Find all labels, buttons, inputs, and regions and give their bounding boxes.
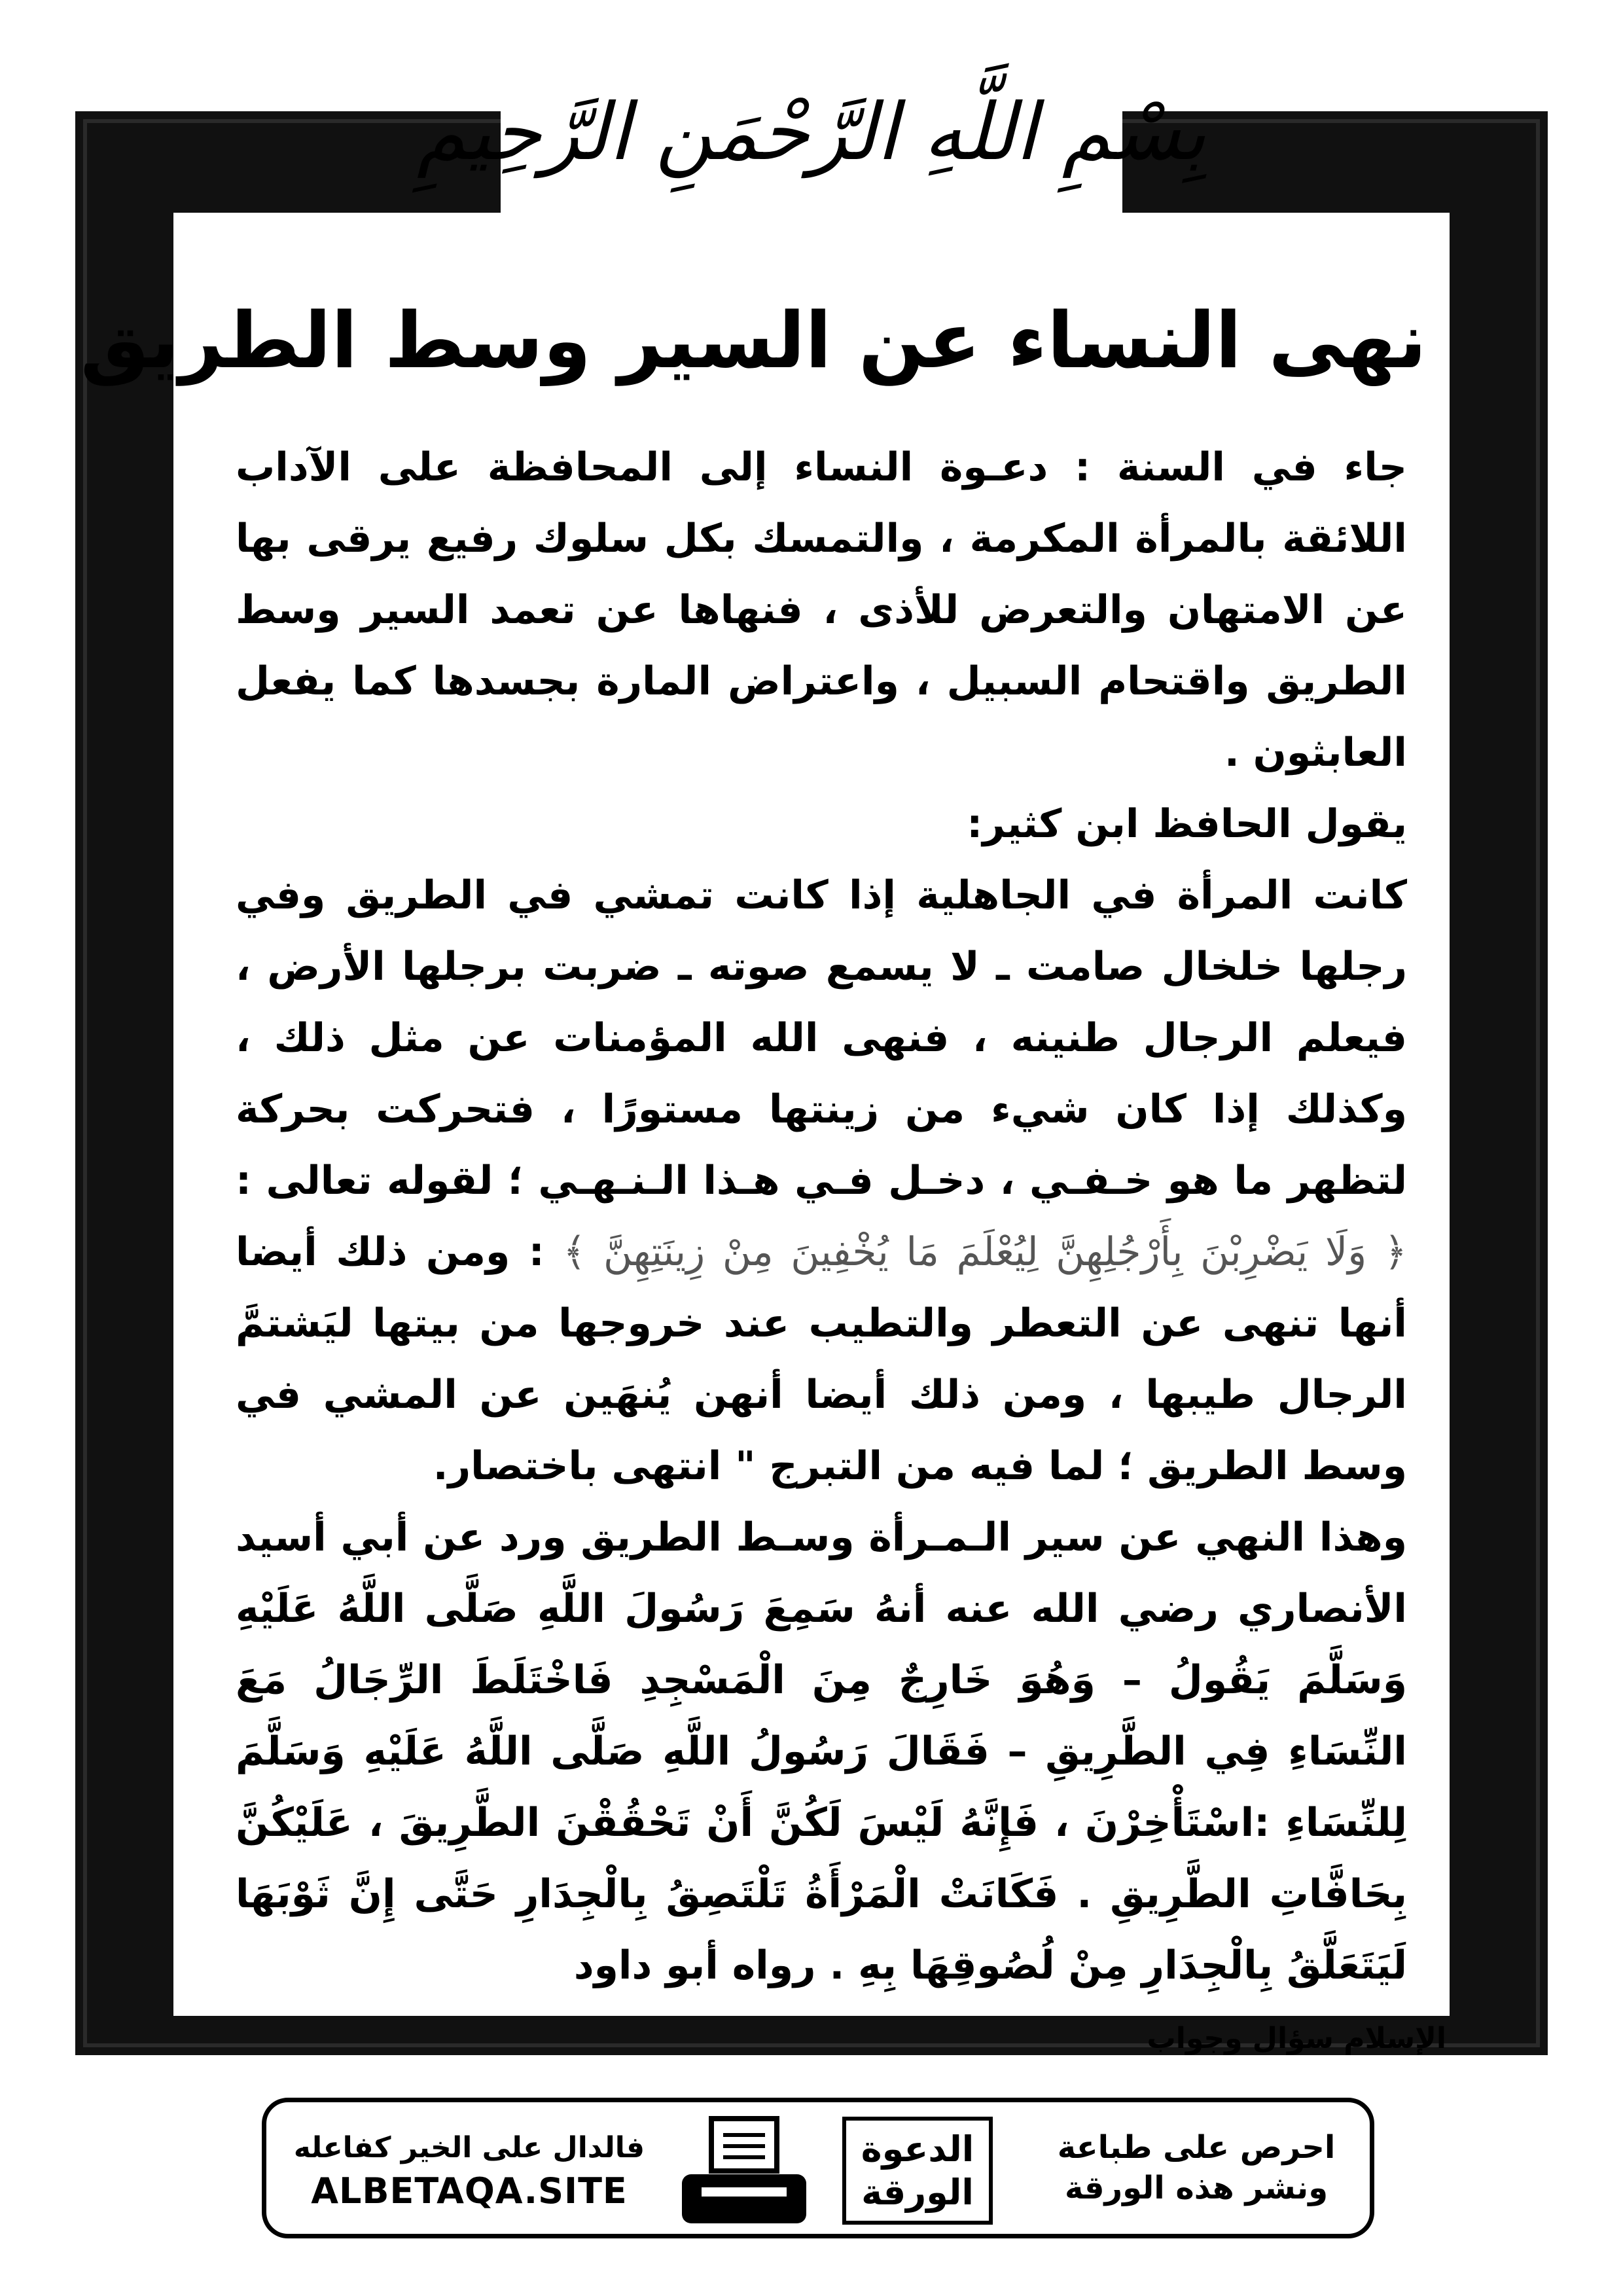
logo-line2: الورقة (861, 2171, 974, 2213)
paragraph-attribution: يقول الحافظ ابن كثير: (967, 801, 1407, 847)
albetaqa-logo (842, 2117, 993, 2225)
paragraph-hadith: وهذا النهي عن سير الـمـرأة وسـط الطريق ورد عن أبي أسيد الأنصاري رضي الله عنه أنهُ سَمِعَ رَسُولَ اللَّهِ صَلَّى اللَّهُ عَلَيْهِ وَسَلَّمَ يَقُولُ – وَهُوَ خَارِجٌ مِنَ الْمَسْجِدِ فَاخْتَلَطَ الرِّجَالُ مَعَ النِّسَاءِ فِي الطَّرِيقِ – فَقَالَ رَسُولُ اللَّهِ صَلَّى اللَّهُ عَلَيْهِ وَسَلَّمَ لِلنِّسَاءِ :اسْتَأْخِرْنَ ، فَإِنَّهُ لَيْسَ لَكُنَّ أَنْ تَحْقُقْنَ الطَّرِيقَ ، عَلَيْكُنَّ بِحَافَّاتِ الطَّرِيقِ . فَكَانَتْ الْمَرْأَةُ تَلْتَصِقُ بِالْجِدَارِ حَتَّى إِنَّ ثَوْبَهَا لَيَتَعَلَّقُ بِالْجِدَارِ مِنْ لُصُوقِهَا بِهِ . رواه أبو داود (236, 1515, 1407, 1988)
logo-line1: الدعوة (861, 2128, 974, 2170)
footer-print-notice (1056, 2127, 1337, 2208)
paragraph-intro: جاء في السنة : دعـوة النساء إلى المحافظة على الآداب اللائقة بالمرأة المكرمة ، والتمسك بكل سلوك رفيع يرقى بها عن الامتهان والتعرض للأذى ، فنهاها عن تعمد السير وسط الطريق واقتحام السبيل ، واعتراض المارة بجسدها كما يفعل العابثون . (236, 444, 1407, 776)
basmala-text: بِسْمِ اللَّهِ الرَّحْمَنِ الرَّحِيمِ (416, 87, 1207, 178)
paragraph-ibn-kathir: كانت المرأة في الجاهلية إذا كانت تمشي في الطريق وفي رجلها خلخال صامت ـ لا يسمع صوته ـ ضربت برجلها الأرض ، فيعلم الرجال طنينه ، فنهى الله المؤمنات عن مثل ذلك ، وكذلك إذا كان شيء من زينتها مستورًا ، فتحركت بحركة لتظهر ما هو خـفـي ، دخـل فـي هـذا الـنـهـي ؛ لقوله تعالى : (236, 872, 1407, 1204)
footer-proverb: فالدال على الخير كفاعله (293, 2131, 645, 2164)
footer-print-line2: ونشر هذه الورقة (1064, 2170, 1329, 2206)
quran-verse: ﴿ وَلَا يَضْرِبْنَ بِأَرْجُلِهِنَّ لِيُعْلَمَ مَا يُخْفِينَ مِنْ زِينَتِهِنَّ ﴾ (563, 1229, 1407, 1275)
page-title: نهى النساء عن السير وسط الطريق (80, 295, 1427, 386)
paragraph-quote-container (236, 860, 1407, 1502)
article-body (236, 432, 1407, 2001)
printer-icon (672, 2112, 816, 2233)
footer-print-line1: احرص على طباعة (1057, 2129, 1336, 2166)
basmala-header (416, 39, 1207, 226)
footer-website (286, 2128, 652, 2215)
footer-site-url[interactable]: ALBETAQA.SITE (311, 2170, 628, 2212)
footer-banner (262, 2098, 1374, 2238)
source-credit: الإسلام سؤال وجواب (1147, 2022, 1446, 2055)
paragraph-ibn-kathir-cont: : ومن ذلك أيضا أنها تنهى عن التعطر والتطيب عند خروجها من بيتها ليَشتمَّ الرجال طيبها ، ومن ذلك أيضا أنهن يُنهَين عن المشي في وسط الطريق ؛ لما فيه من التبرج " انتهى باختصار. (236, 1229, 1407, 1489)
